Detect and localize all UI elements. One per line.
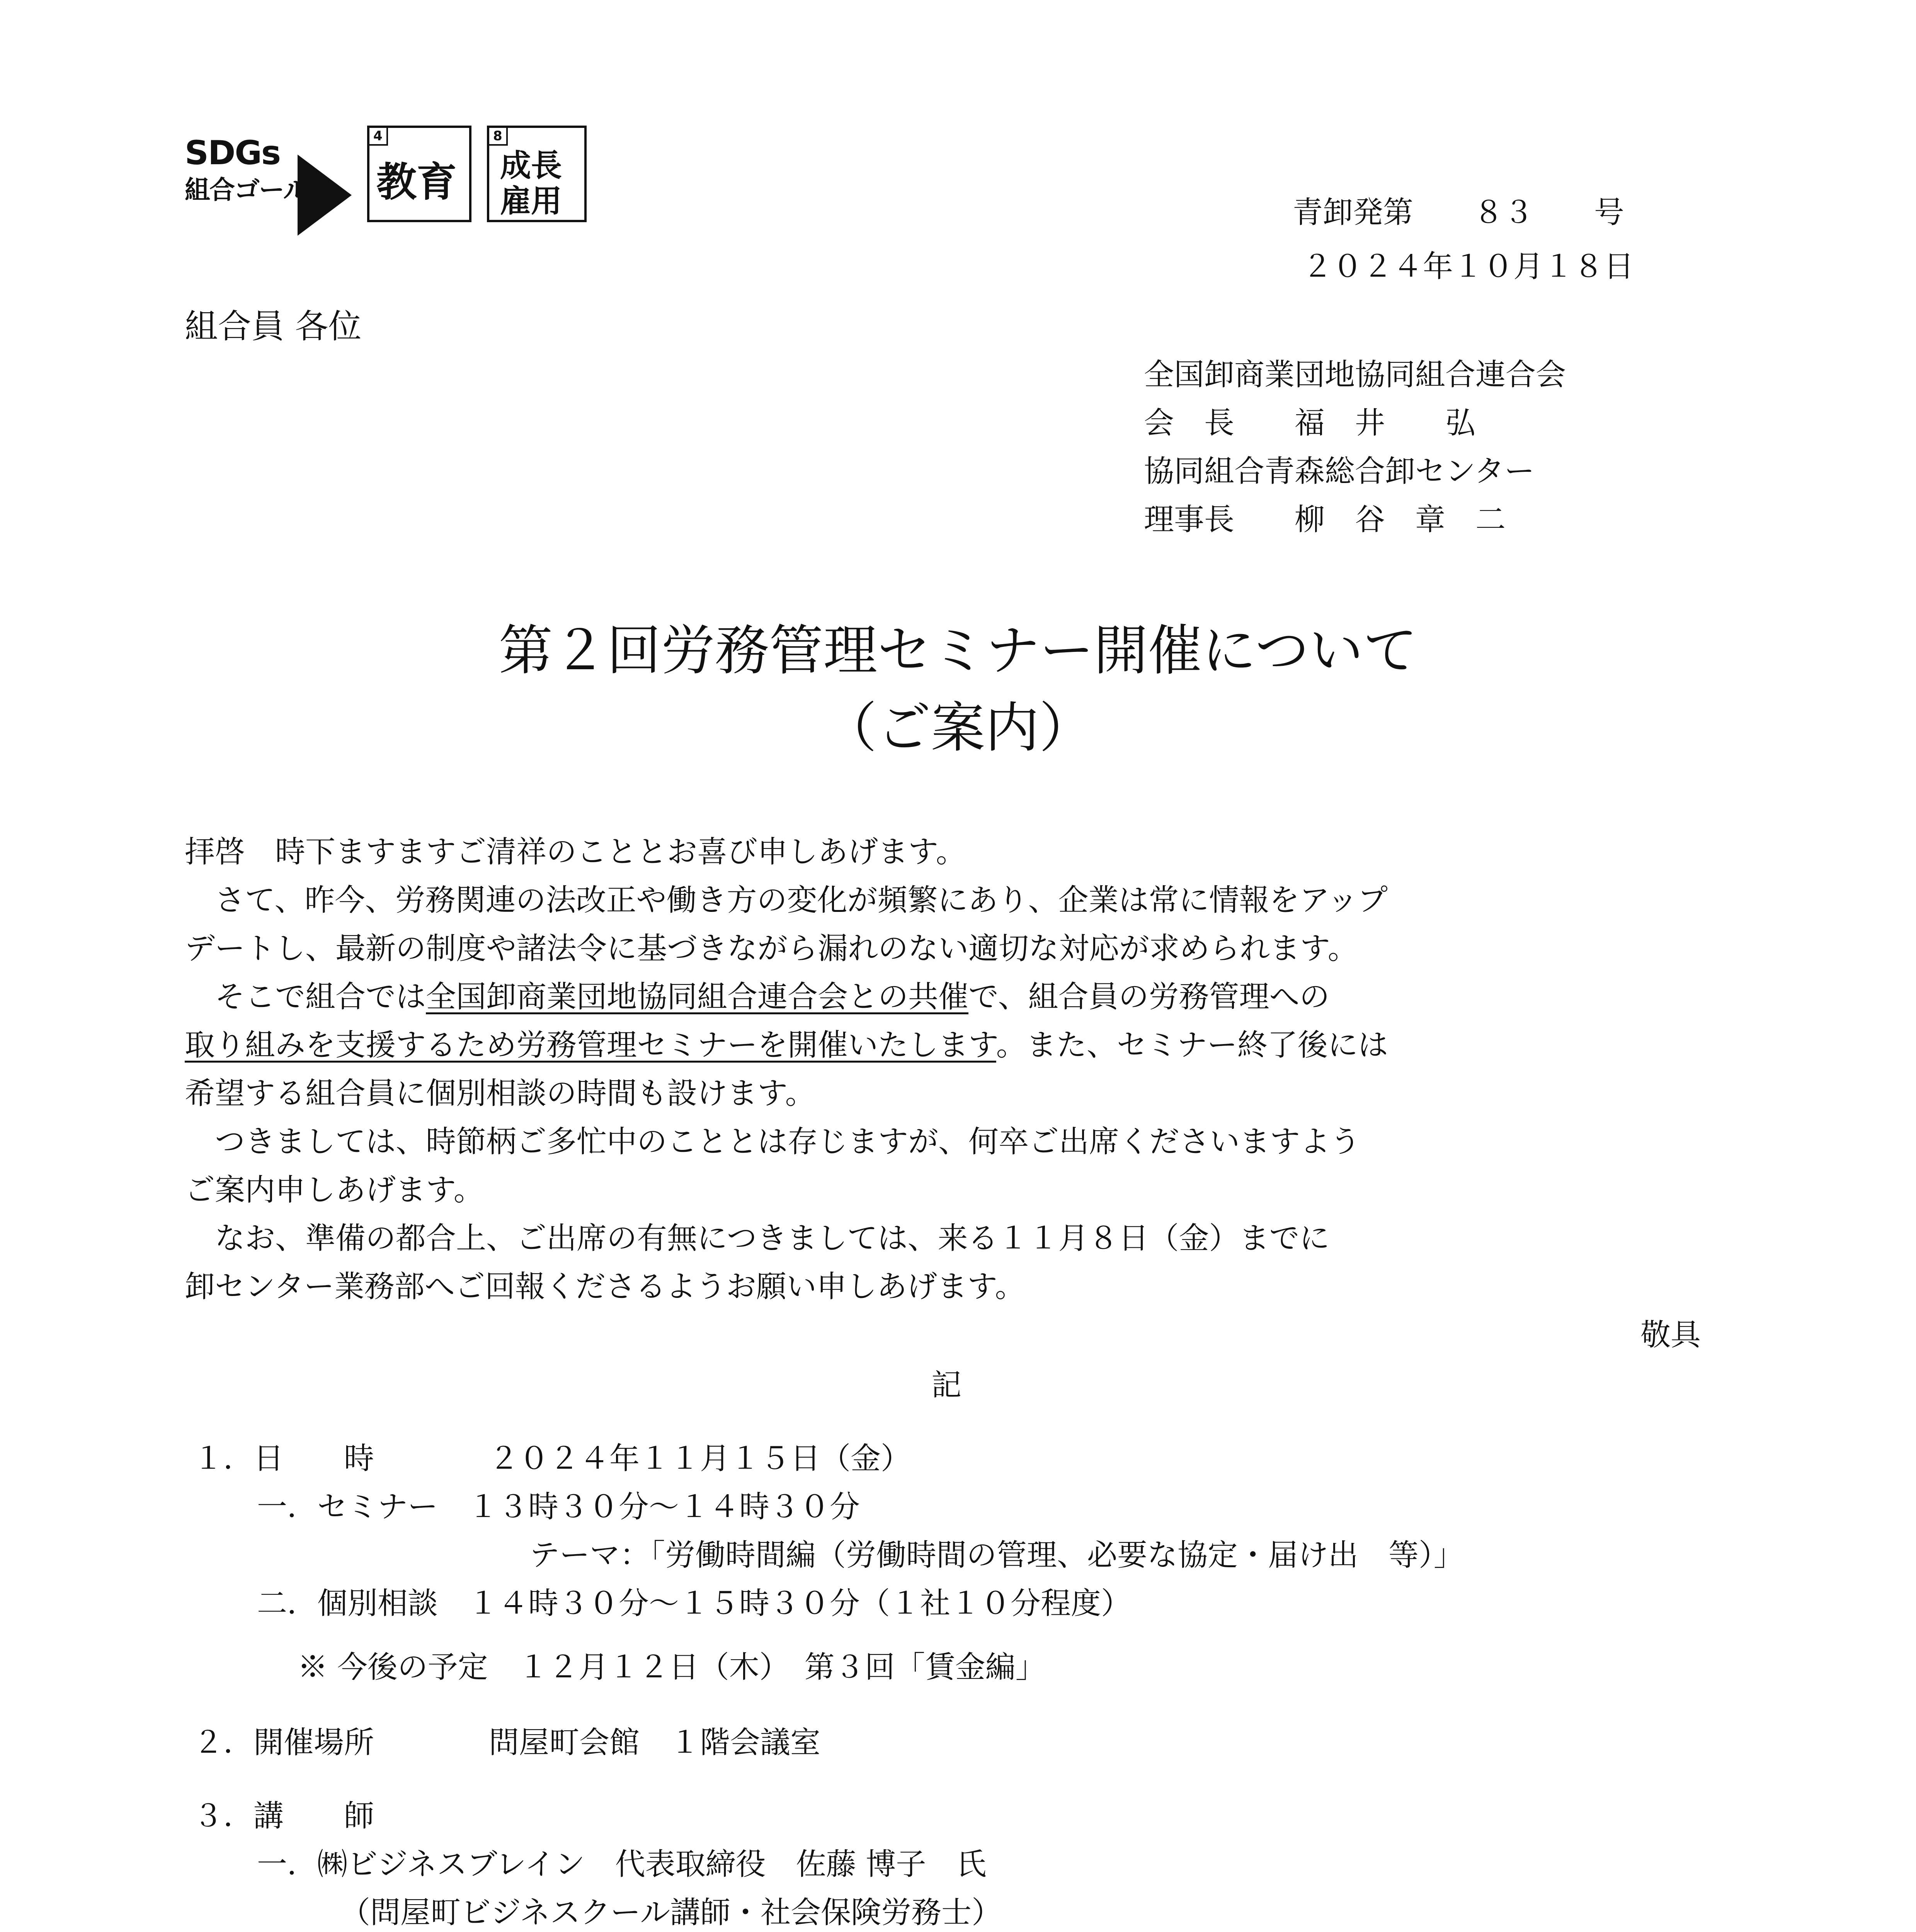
sender-line: 全国卸商業団地協同組合連合会 bbox=[1144, 357, 1566, 392]
item-value-venue: 問屋町会館 １階会議室 bbox=[489, 1725, 821, 1760]
recipient: 組合員 各位 bbox=[185, 307, 362, 346]
closing-keigu: 敬具 bbox=[1640, 1318, 1701, 1352]
sender-line: 協同組合青森総合卸センター bbox=[1144, 454, 1535, 489]
item-label-lecturer: ３．講 師 bbox=[193, 1799, 374, 1833]
body-line: さて、昨今、労務関連の法改正や働き方の変化が頻繁にあり、企業は常に情報をアップ bbox=[185, 883, 1388, 918]
body-line bbox=[185, 974, 1329, 1020]
item-sub-seminar: 一．セミナー １３時３０分～１４時３０分 bbox=[257, 1490, 860, 1524]
item-value-datetime: ２０２４年１１月１５日（金） bbox=[489, 1441, 911, 1476]
sdgs-arrow-icon bbox=[298, 155, 352, 236]
body-text: そこで組合では bbox=[185, 980, 426, 1014]
sdg-badge-number: 8 bbox=[493, 128, 502, 144]
sdg-badge-label-line1: 成長 bbox=[500, 148, 562, 184]
underlined-text: 取り組みを支援するため労務管理セミナーを開催いたします bbox=[185, 1028, 996, 1063]
sdgs-logo-word: SDGs bbox=[185, 134, 281, 172]
sdg-badge-education bbox=[367, 126, 471, 222]
sdg-badge-growth-employment bbox=[487, 126, 587, 222]
sdg-badge-label bbox=[500, 148, 562, 219]
document-date: ２０２４年１０月１８日 bbox=[1302, 249, 1634, 284]
sender-line: 理事長 柳 谷 章 二 bbox=[1144, 502, 1506, 537]
item-lecturer-1: 一．㈱ビジネスブレイン 代表取締役 佐藤 博子 氏 bbox=[257, 1847, 987, 1882]
page-subtitle: （ご案内） bbox=[822, 697, 1093, 760]
body-text: で、組合員の労務管理への bbox=[968, 980, 1330, 1014]
ki-heading: 記 bbox=[931, 1368, 962, 1403]
body-line: 卸センター業務部へご回報くださるようお願い申しあげます。 bbox=[185, 1269, 1025, 1304]
sdgs-logo-subtitle: 組合ゴール bbox=[185, 175, 308, 205]
item-label-venue: ２．開催場所 bbox=[193, 1725, 374, 1760]
sender-line: 会 長 福 井 弘 bbox=[1144, 406, 1476, 440]
item-lecturer-1-note: （問屋町ビジネスクール講師・社会保険労務士） bbox=[340, 1895, 1002, 1930]
body-line bbox=[185, 1022, 1388, 1068]
sdg-badge-label-line2: 雇用 bbox=[500, 183, 562, 219]
body-line: なお、準備の都合上、ご出席の有無につきましては、来る１１月８日（金）までに bbox=[185, 1221, 1330, 1256]
sdg-badge-label: 教育 bbox=[376, 158, 457, 206]
body-text: 。また、セミナー終了後には bbox=[996, 1028, 1388, 1063]
item-note-schedule: ※ 今後の予定 １２月１２日（木） 第３回「賃金編」 bbox=[298, 1650, 1046, 1685]
item-label-datetime: １．日 時 bbox=[193, 1441, 374, 1476]
body-line: ご案内申しあげます。 bbox=[185, 1173, 484, 1208]
item-theme: テーマ：「労働時間編（労働時間の管理、必要な協定・届け出 等）」 bbox=[529, 1538, 1464, 1573]
document-number: 青卸発第 ８３ 号 bbox=[1293, 195, 1625, 230]
body-line: 希望する組合員に個別相談の時間も設けます。 bbox=[185, 1076, 815, 1111]
body-line: 拝啓 時下ますますご清祥のこととお喜び申しあげます。 bbox=[185, 835, 966, 869]
underlined-text: 全国卸商業団地協同組合連合会との共催 bbox=[426, 980, 969, 1014]
sdg-badge-number: 4 bbox=[373, 128, 383, 144]
body-line: つきましては、時節柄ご多忙中のこととは存じますが、何卒ご出席くださいますよう bbox=[185, 1124, 1361, 1159]
page-title: 第２回労務管理セミナー開催について bbox=[499, 619, 1417, 682]
body-line: デートし、最新の制度や諸法令に基づきながら漏れのない適切な対応が求められます。 bbox=[185, 931, 1358, 966]
item-sub-consultation: 二．個別相談 １４時３０分～１５時３０分（１社１０分程度） bbox=[257, 1586, 1132, 1621]
